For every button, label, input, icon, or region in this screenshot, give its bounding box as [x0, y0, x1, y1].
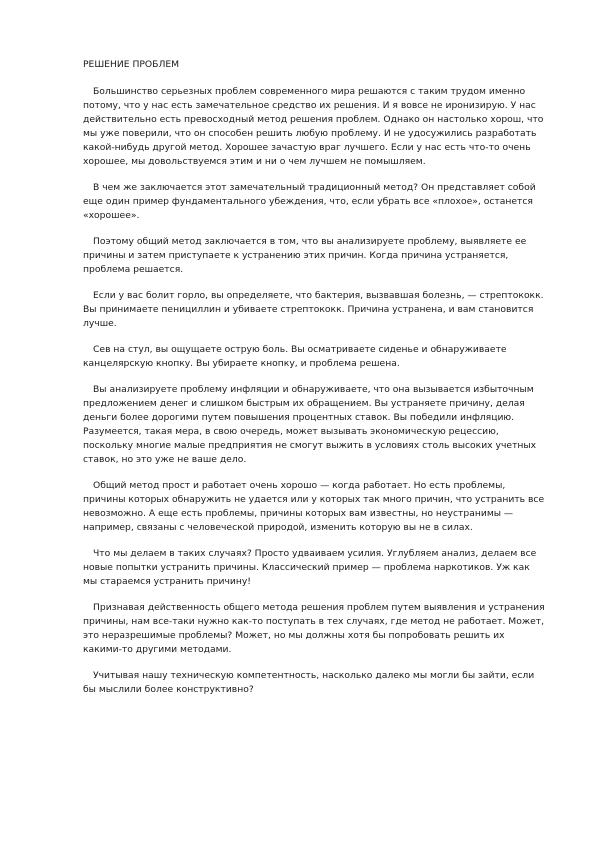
paragraph-6: Вы анализируете проблему инфляции и обнаруживаете, что она вызывается избыточным предложением денег и слишком быстрым их обращением. Вы устраняете причину, делая деньги более дорогими путем повышения процентных ставок. Вы победили инфляцию. Разумеется, такая мера, в свою очередь, может вызывать экономическую рецессию, поскольку многие малые предприятия не смогут выжить в условиях столь высоких учетных ставок, но это уже не ваше дело.	[83, 384, 537, 465]
paragraph-3: Поэтому общий метод заключается в том, что вы анализируете проблему, выявляете ее причины и затем приступаете к устранению этих причин. Когда причина устраняется, проблема решается.	[83, 236, 527, 275]
document-title: РЕШЕНИЕ ПРОБЛЕМ	[83, 59, 180, 70]
paragraph-5: Сев на стул, вы ощущаете острую боль. Вы осматриваете сиденье и обнаруживаете канцелярскую кнопку. Вы убираете кнопку, и проблема решена.	[83, 344, 507, 369]
document-body	[83, 58, 545, 709]
paragraph-1: Большинство серьезных проблем современного мира решаются с таким трудом именно потому, что у нас есть замечательное средство их решения. И я вовсе не иронизирую. У нас действительно есть превосходный метод решения проблем. Однако он настолько хорош, что мы уже поверили, что он способен решить любую проблему. И не удосужились разработать какой-нибудь другой метод. Хорошее зачастую враг лучшего. Если у нас есть что-то очень хорошее, мы довольствуемся этим и ни о чем лучшем не помышляем.	[83, 86, 544, 167]
paragraph-7: Общий метод прост и работает очень хорошо — когда работает. Но есть проблемы, причины которых обнаружить не удается или у которых так много причин, что устранить все невозможно. А еще есть проблемы, причины которых вам известны, но неустранимы — например, связаны с человеческой природой, изменить которую вы не в силах.	[83, 480, 545, 533]
paragraph-9: Признавая действенность общего метода решения проблем путем выявления и устранения причины, нам все-таки нужно как-то поступать в тех случаях, где метод не работает. Может, это неразрешимые проблемы? Может, но мы должны хотя бы попробовать решить их какими-то другими методами.	[83, 602, 545, 655]
paragraph-8: Что мы делаем в таких случаях? Просто удваиваем усилия. Углубляем анализ, делаем все новые попытки устранить причины. Классический пример — проблема наркотиков. Уж как мы стараемся устранить причину!	[83, 548, 537, 587]
paragraph-2: В чем же заключается этот замечательный традиционный метод? Он представляет собой еще один пример фундаментального убеждения, что, если убрать все «плохое», останется «хорошее».	[83, 182, 536, 221]
paragraph-4: Если у вас болит горло, вы определяете, что бактерия, вызвавшая болезнь, — стрептококк. Вы принимаете пенициллин и убиваете стрептококк. Причина устранена, и вам становится лучше.	[83, 290, 544, 329]
paragraph-10: Учитывая нашу техническую компетентность, насколько далеко мы могли бы зайти, если бы мыслили более конструктивно?	[83, 670, 535, 695]
